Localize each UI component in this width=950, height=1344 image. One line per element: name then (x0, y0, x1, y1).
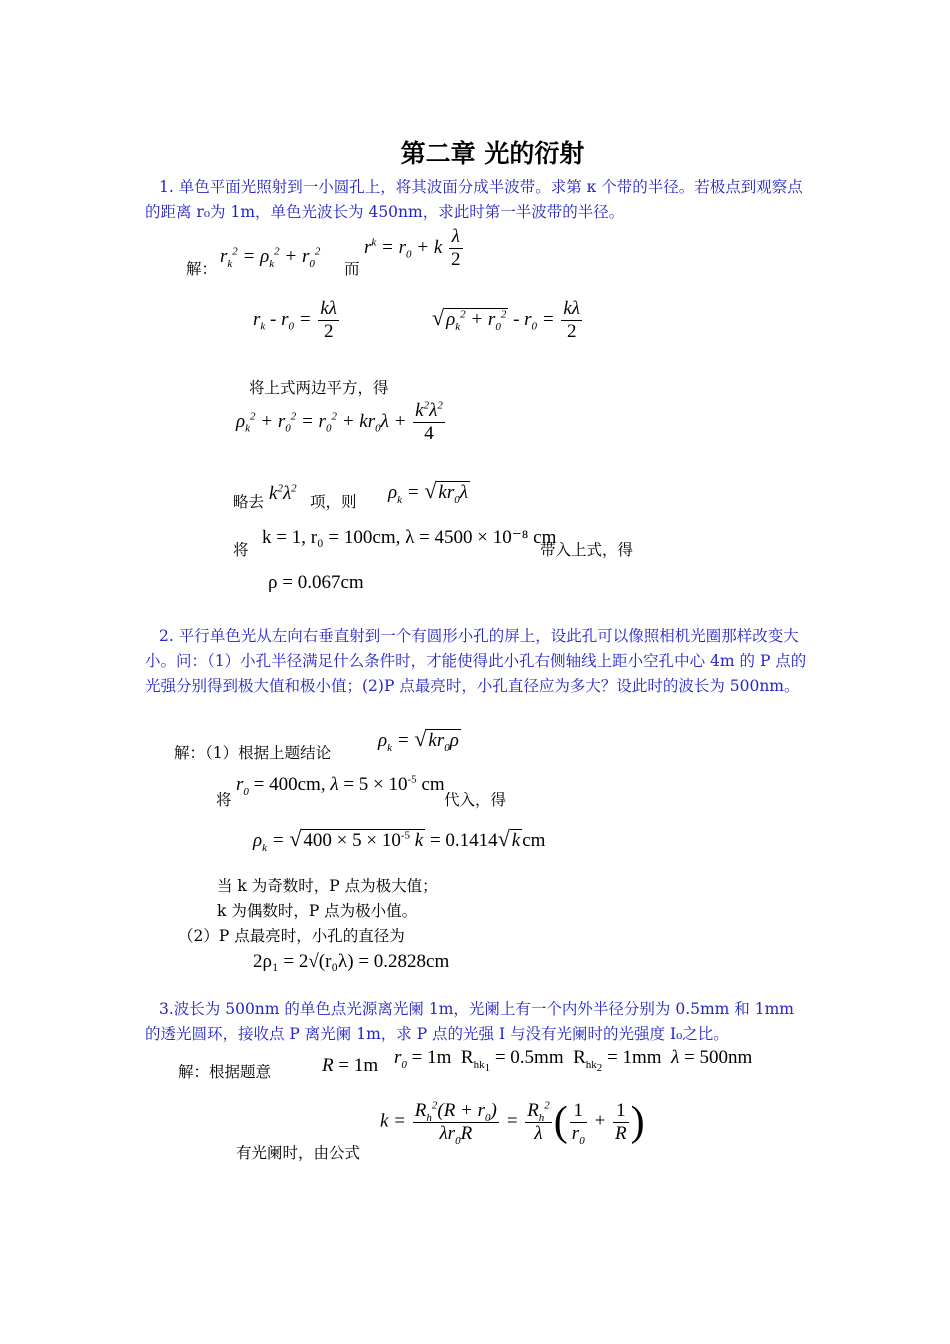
question-2-text: 平行单色光从左向右垂直射到一个有圆形小孔的屏上，设此孔可以像照相机光圈那样改变大小。问：（1）小孔半径满足什么条件时，才能使得此小孔右侧轴线上距小空孔中心 4m 的 P 点的光强分别得到极大值和极小值；(2)P 点最亮时，小孔直径应为多大？设此时的波长为 500nm。 (145, 627, 807, 695)
q2-answer: 2ρ₁ = 2√(r₀λ) = 0.2828cm (253, 951, 450, 972)
q1-eq-squared: $\rho_k^2 + r_0^2 = r_0^2 + kr_0\lambda$ + $\frac{k^2\lambda^2}{4}$ (236, 399, 443, 444)
question-3-text: 波长为 500nm 的单色点光源离光阑 1m，光阑上有一个内外半径分别为 0.5mm 和 1mm 的透光圆环，接收点 P 离光阑 1m，求 P 点的光强 I 与没有光阑时的光强度 I₀之比。 (145, 1000, 794, 1043)
question-1-number: 1. (159, 178, 174, 196)
page-title: 第二章 光的衍射 (400, 139, 585, 168)
q2-step-substitute: 将 (216, 791, 232, 809)
question-2 (145, 624, 810, 699)
q1-step-square: 将上式两边平方，得 (249, 379, 389, 397)
q1-eq-difference: $r_k - r_0$ = $\frac{k\lambda}{2}$ (253, 298, 338, 342)
q3-eq-k-formula: k = $\frac{R_h^2(R + r_0)}{\lambda r_0R}$ = $\frac{R_h^2}{\lambda}$ ( $\frac{1}{r_0}$ + $\frac{1}{R}$ ) (380, 1099, 645, 1147)
q1-step-neglect: 略去 (233, 493, 265, 511)
q3-value-R: R = 1m (322, 1055, 379, 1076)
q1-step-substitute-tail: 带入上式，得 (540, 541, 634, 559)
question-3-number: 3. (159, 1000, 174, 1018)
q1-solution-label: 解： (186, 260, 218, 278)
q2-odd-condition: 当 k 为奇数时，P 点为极大值； (217, 877, 438, 895)
q3-values: $r_0 = 1m$ $R_{hk_1} = 0.5mm$ $R_{hk_2} = 1mm$ λ = 500nm (394, 1047, 753, 1074)
q2-solution-label: 解：（1）根据上题结论 (174, 744, 332, 762)
q1-step-neglect-tail: 项，则 (310, 493, 357, 511)
q2-eq-result: $\rho_k$ = √ $400 \times 5 \times 10^{-5}$ k = 0.1414√ k cm (253, 826, 546, 854)
q1-step-substitute: 将 (233, 541, 249, 559)
q2-even-condition: k 为偶数时，P 点为极小值。 (217, 902, 418, 920)
q3-solution-label: 解：根据题意 (178, 1063, 272, 1081)
question-2-number: 2. (159, 627, 174, 645)
q1-eq-rk-squared: $r_k^2 = \rho_k^2 + r_0^2$ (220, 245, 321, 270)
q2-part-2: （2）P 点最亮时，小孔的直径为 (178, 927, 405, 945)
q1-eq-sqrt-difference: √ $\rho_k^2 + r_0^2 - r_0$ = $\frac{k\lambda}{2}$ (432, 298, 581, 342)
question-3 (145, 997, 810, 1047)
q1-eq-rk-halfwave: $r^k = r_0 + k$ $\frac{\lambda}{2}$ (364, 226, 461, 270)
q1-neglected-term: $k^2\lambda^2$ (269, 482, 297, 504)
q1-er-label: 而 (344, 260, 360, 278)
q2-step-substitute-tail: 代入，得 (444, 791, 507, 809)
q3-formula-label: 有光阑时，由公式 (236, 1144, 361, 1162)
q1-values: k = 1, r₀ = 100cm, λ = 4500 × 10⁻⁸ cm (262, 527, 557, 548)
q2-eq-rho-k: $\rho_k$ = √ $kr_0\rho$ (378, 726, 459, 754)
q1-eq-rho-k: $\rho_k$ = √ $kr_0\lambda$ (388, 478, 468, 506)
q2-values: $r_0 = 400cm$, $\lambda = 5 \times 10^{-5}$ cm (236, 773, 445, 798)
q1-answer: ρ = 0.067cm (268, 572, 364, 593)
question-1-text: 单色平面光照射到一小圆孔上，将其波面分成半波带。求第 κ 个带的半径。若极点到观察点的距离 r₀为 1m，单色光波长为 450nm，求此时第一半波带的半径。 (145, 178, 803, 221)
question-1 (145, 175, 810, 225)
